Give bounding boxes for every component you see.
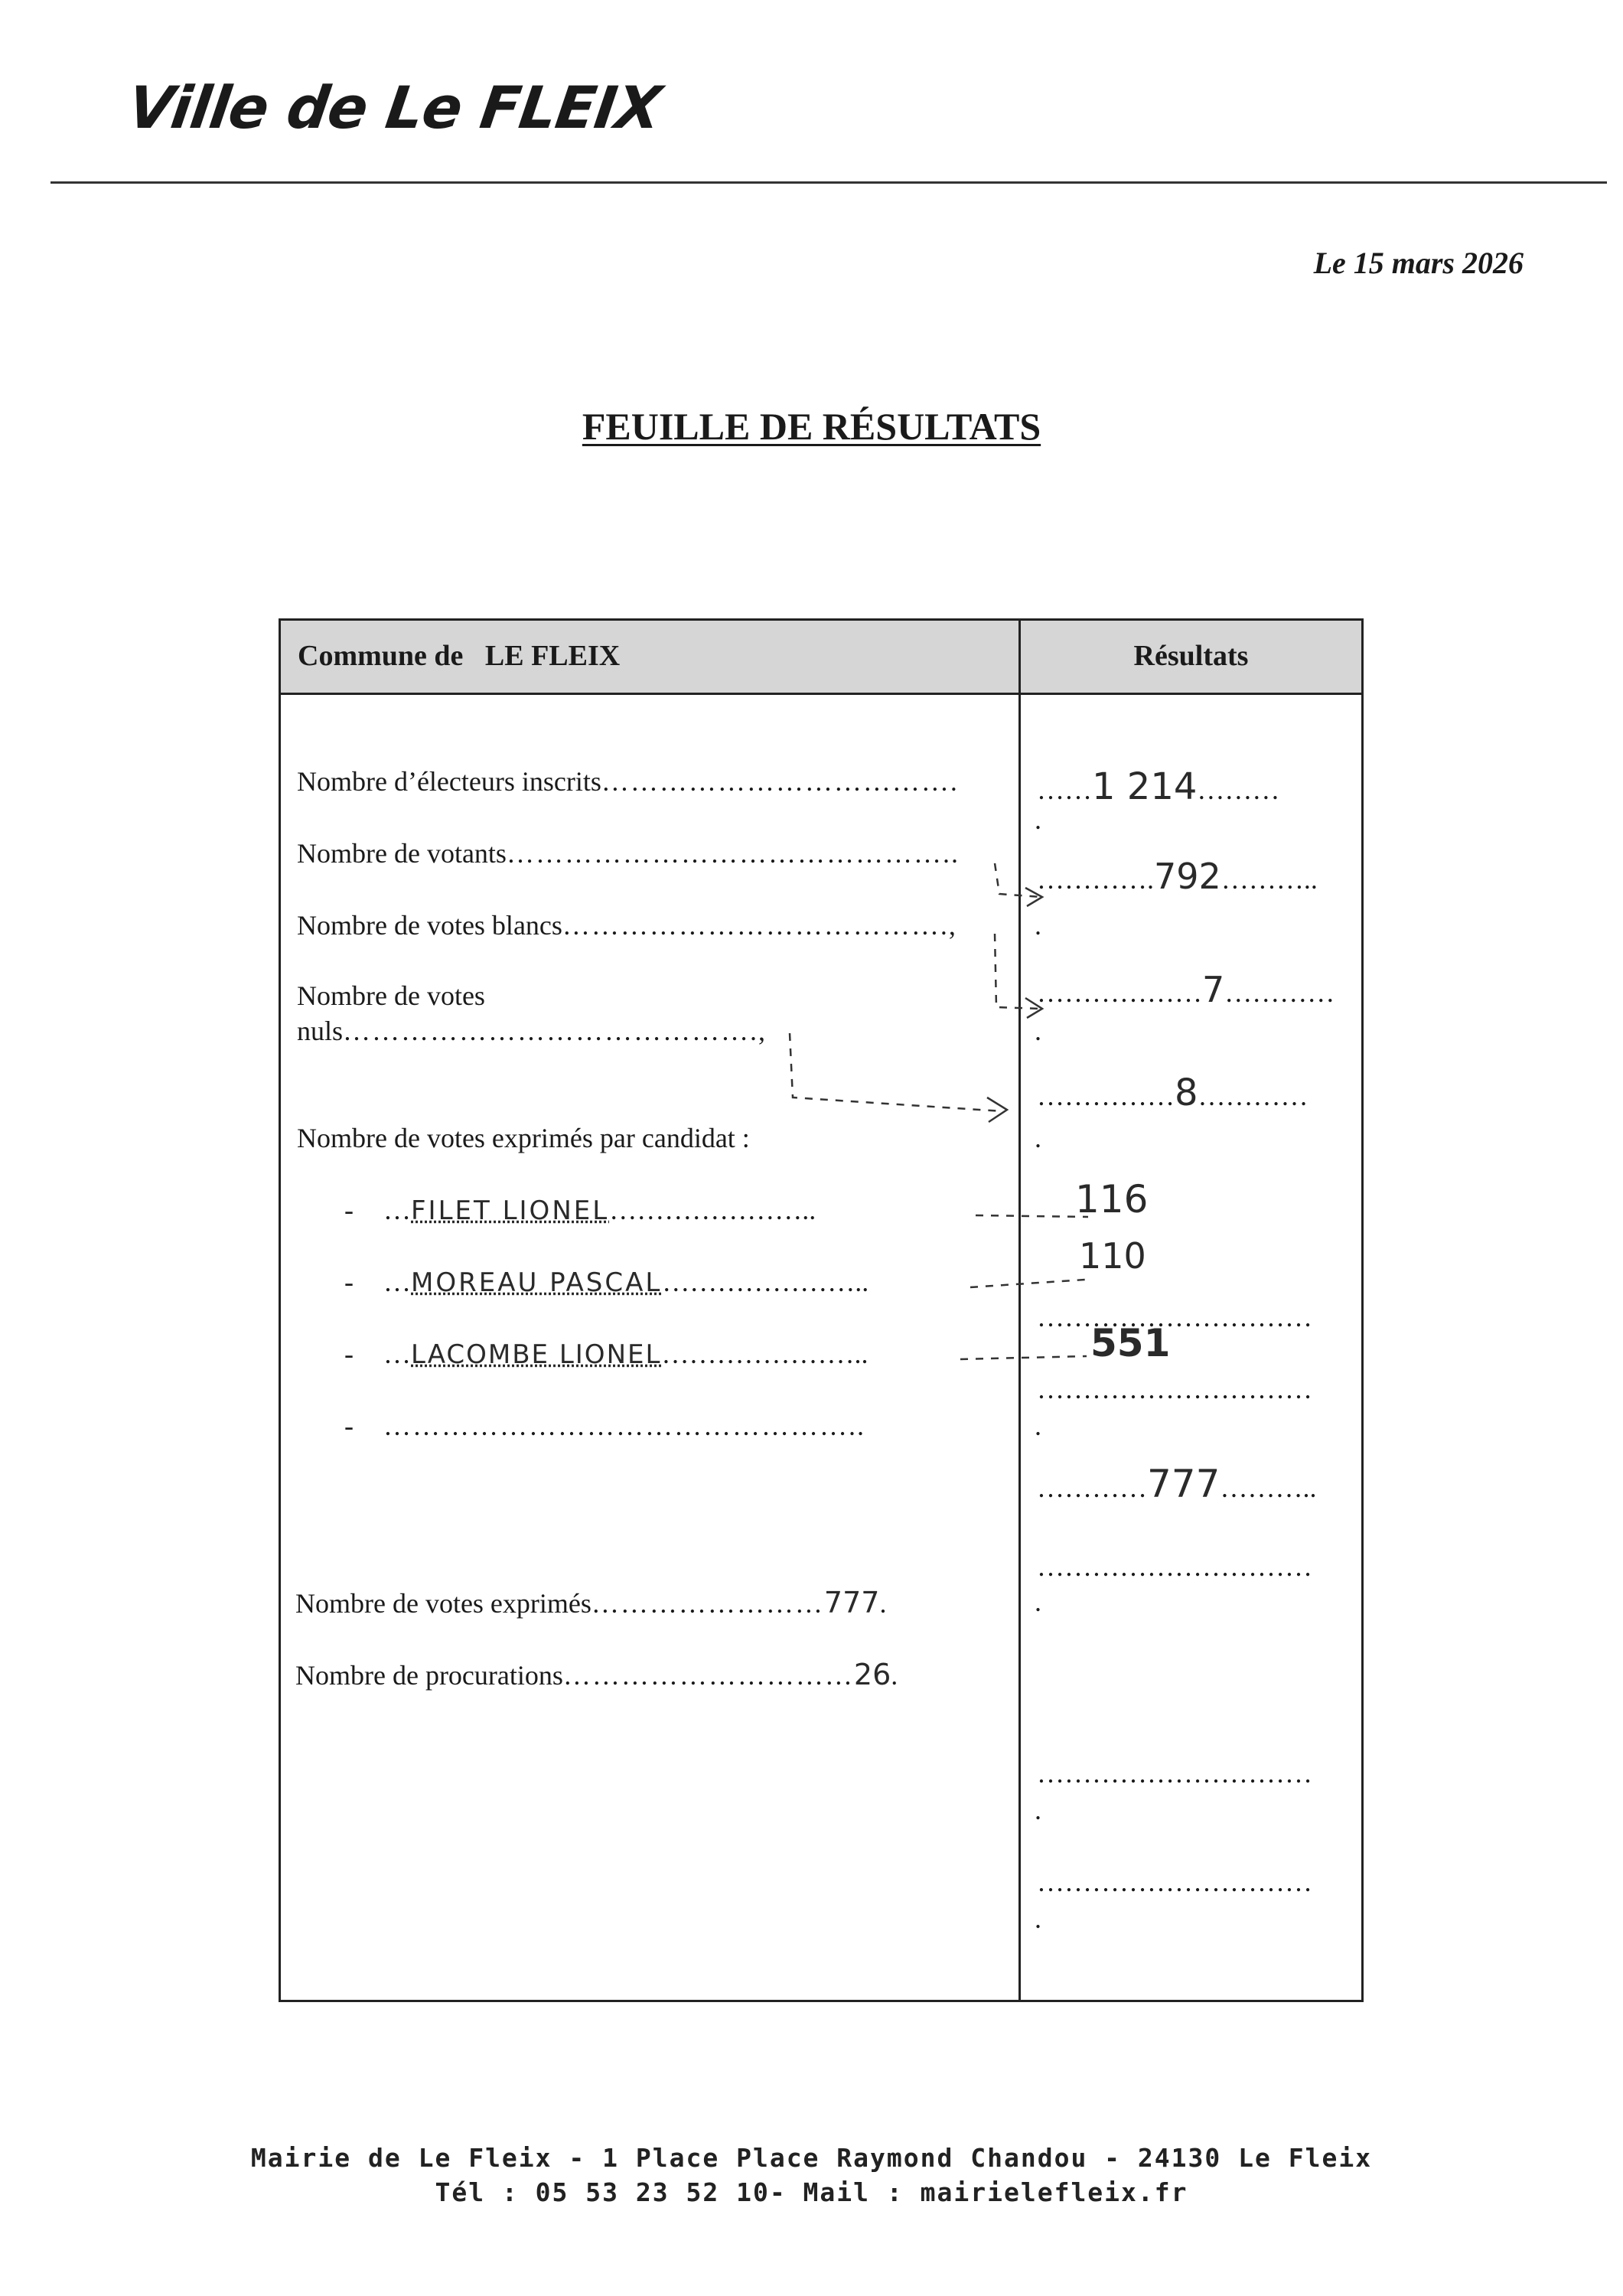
candidate-dash: - — [344, 1195, 354, 1225]
candidate-1-votes: 116 — [1075, 1177, 1149, 1221]
header-results: Résultats — [1133, 640, 1249, 672]
header-commune: Commune de LE FLEIX — [298, 640, 621, 672]
arrow-candidate-2 — [970, 1280, 1085, 1287]
label-inscrits: Nombre d’électeurs inscrits — [297, 766, 601, 797]
document-date: Le 15 mars 2026 — [1313, 246, 1524, 280]
result-dots-line: ………………………… — [1037, 1551, 1312, 1582]
result-dots-line: ………………………… — [1037, 1374, 1312, 1404]
procurations-inline-value: 26 — [853, 1658, 891, 1691]
result-votants: ………….792……….. — [1037, 856, 1318, 897]
row-procurations: Nombre de procurations…………………………26. — [295, 1658, 898, 1691]
row-exprimes: Nombre de votes exprimés……………………777. — [295, 1586, 887, 1619]
label-procurations: Nombre de procurations — [295, 1660, 563, 1691]
dot-marker: . — [1035, 1587, 1041, 1617]
row-blancs: Nombre de votes blancs…………………………………., — [297, 910, 957, 941]
dot-marker: . — [1035, 1411, 1041, 1441]
value-nuls: 8 — [1175, 1071, 1198, 1114]
dot-marker: . — [1035, 1903, 1041, 1934]
label-exprimes: Nombre de votes exprimés — [295, 1588, 592, 1619]
value-votants: 792 — [1154, 856, 1221, 897]
label-blancs: Nombre de votes blancs — [297, 910, 562, 941]
result-dots-line: ………………………… — [1037, 1867, 1312, 1897]
dot-marker: . — [1035, 804, 1041, 835]
row-inscrits: Nombre d’électeurs inscrits………………………………. — [297, 766, 959, 797]
result-nuls: ……………8………… — [1037, 1071, 1309, 1114]
dot-marker: . — [1035, 1123, 1041, 1153]
title-text: FEUILLE DE RÉSULTATS — [582, 405, 1041, 448]
label-exprimes-par-candidat: Nombre de votes exprimés par candidat : — [297, 1123, 750, 1153]
candidate-dash: - — [344, 1411, 354, 1441]
dot-marker: . — [1035, 1016, 1041, 1046]
candidate-dash: - — [344, 1267, 354, 1297]
result-dots-line: ………………………… — [1037, 1302, 1312, 1332]
value-blancs: 7 — [1202, 969, 1225, 1010]
result-dots-line: ………………………… — [1037, 1758, 1312, 1789]
result-inscrits: ……1 214……… — [1037, 765, 1280, 808]
result-exprimes-total: …………777……….. — [1037, 1462, 1317, 1506]
label-nuls-2: nuls — [297, 1016, 344, 1046]
value-exprimes-total: 777 — [1147, 1462, 1221, 1506]
candidate-name: MOREAU PASCAL — [411, 1267, 663, 1298]
arrow-candidate-3 — [960, 1356, 1087, 1359]
candidate-2-votes: 110 — [1079, 1235, 1146, 1277]
candidate-name: FILET LIONEL — [411, 1195, 610, 1226]
exprimes-inline-value: 777 — [823, 1586, 880, 1619]
row-nuls: nuls……………………………………., — [297, 1016, 768, 1046]
candidate-row-1: - …FILET LIONEL………………….. — [344, 1195, 816, 1226]
candidate-row-2: - …MOREAU PASCAL………………….. — [344, 1267, 869, 1298]
arrow-candidate-1 — [976, 1215, 1088, 1217]
arrow-blancs — [995, 934, 1041, 1009]
row-votants: Nombre de votants……………………………………….. — [297, 838, 960, 869]
footer-contact: Tél : 05 53 23 52 10- Mail : mairielefleix.fr — [435, 2177, 1188, 2207]
value-inscrits: 1 214 — [1092, 765, 1198, 808]
candidate-name: LACOMBE LIONEL — [411, 1339, 662, 1370]
candidate-row-4: - ………………………………………….. — [344, 1411, 865, 1441]
candidate-dash: - — [344, 1339, 354, 1369]
candidate-row-3: - …LACOMBE LIONEL………………….. — [344, 1339, 869, 1370]
arrow-nuls — [790, 1033, 1002, 1111]
candidate-3-votes: 551 — [1090, 1321, 1171, 1365]
dot-marker: . — [1035, 910, 1041, 941]
town-brand: Ville de Le FLEIX — [123, 73, 665, 142]
footer-address: Mairie de Le Fleix - 1 Place Place Raymond Chandou - 24130 Le Fleix — [250, 2143, 1373, 2173]
dot-marker: . — [1035, 1795, 1041, 1825]
result-blancs: ………………7………… — [1037, 969, 1335, 1010]
label-votants: Nombre de votants — [297, 838, 507, 869]
label-nuls-1: Nombre de votes — [297, 980, 485, 1011]
